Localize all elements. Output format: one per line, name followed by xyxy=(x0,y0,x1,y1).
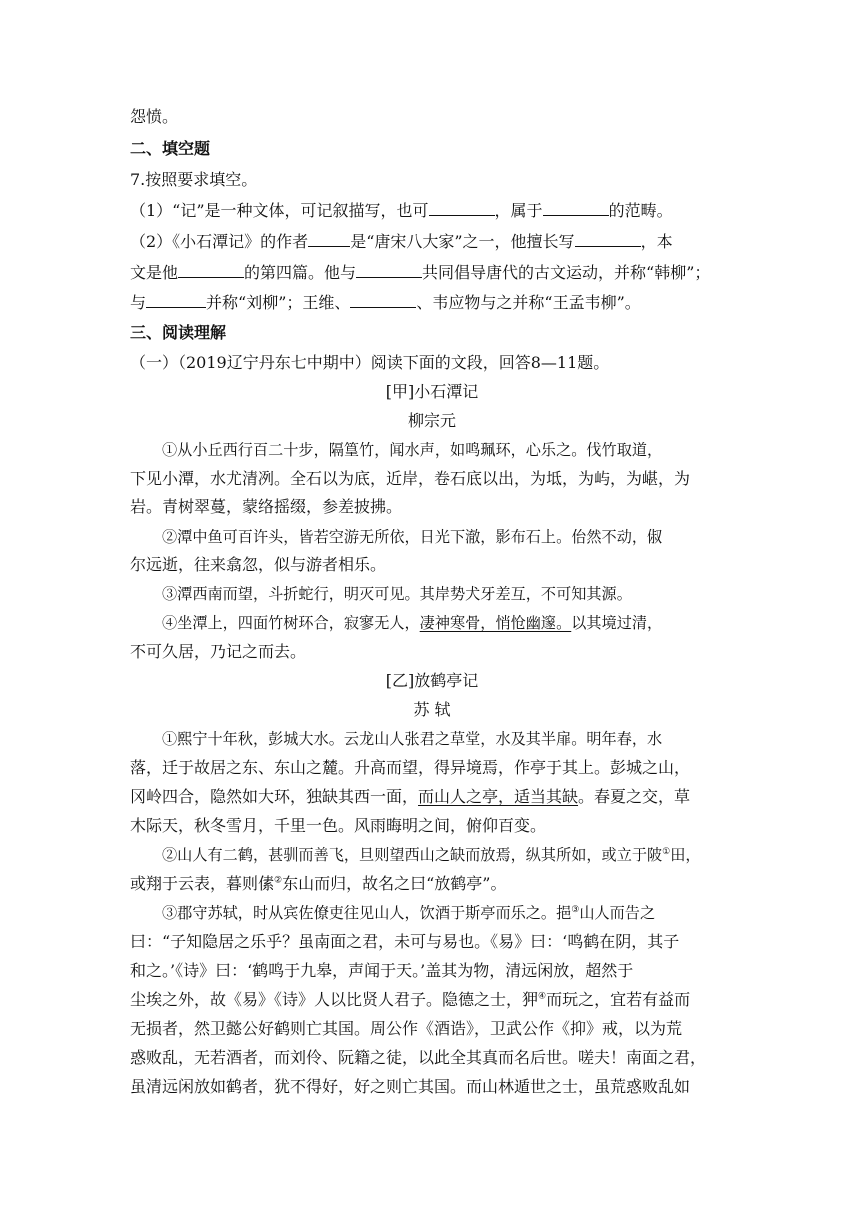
section-heading-fill-blank: 二、填空题 xyxy=(130,139,211,158)
answer-blank[interactable] xyxy=(575,232,641,247)
footnote-marker: ② xyxy=(274,875,283,886)
underlined-phrase: 而山人之亭，适当其缺 xyxy=(418,787,579,806)
passage-author-yi: 苏 轼 xyxy=(413,700,451,719)
answer-blank[interactable] xyxy=(429,201,495,216)
question-7-2-cont: 文是他 的第四篇。他与 共同倡导唐代的古文运动，并称“韩柳”； xyxy=(130,263,711,282)
question-7-2-cont: 与 并称“刘柳”；王维、 、韦应物与之并称“王孟韦柳”。 xyxy=(130,293,641,312)
passage-line: ②潭中鱼可百许头，皆若空游无所依，日光下澈，影布石上。佁然不动，俶 xyxy=(162,528,663,546)
passage-line: 和之。’《诗》曰：‘鹤鸣于九皋，声闻于天。’盖其为物，清远闲放，超然于 xyxy=(130,961,634,980)
passage-line: ①从小丘西行百二十步，隔篁竹，闻水声，如鸣珮环，心乐之。伐竹取道， xyxy=(162,441,663,459)
text-line: 怨愤。 xyxy=(130,107,179,126)
question-7-2: （2）《小石潭记》的作者 是“唐宋八大家”之一，他擅长写 ，本 xyxy=(130,232,673,251)
passage-line: 冈岭四合，隐然如大环，独缺其西一面，而山人之亭，适当其缺。春夏之交，草 xyxy=(130,787,691,806)
passage-line: ④坐潭上，四面竹树环合，寂寥无人，凄神寒骨，悄怆幽邃。以其境过清， xyxy=(162,614,663,632)
question-7-1: （1）“记”是一种文体，可记叙描写，也可 ，属于 的范畴。 xyxy=(130,201,673,220)
answer-blank[interactable] xyxy=(356,263,422,278)
answer-blank[interactable] xyxy=(543,201,609,216)
question-7-title: 7.按照要求填空。 xyxy=(130,170,258,189)
underlined-phrase: 凄神寒骨，悄怆幽邃。 xyxy=(419,614,572,632)
answer-blank[interactable] xyxy=(308,232,350,247)
passage-line: 落，迁于故居之东、东山之麓。升高而望，得异境焉，作亭于其上。彭城之山， xyxy=(130,758,691,777)
passage-author-jia: 柳宗元 xyxy=(407,411,456,430)
passage-line: ③郡守苏轼，时从宾佐僚吏往见山人，饮酒于斯亭而乐之。挹③山人而告之 xyxy=(162,904,656,922)
footnote-marker: ④ xyxy=(538,991,547,1002)
section-heading-reading: 三、阅读理解 xyxy=(130,323,227,342)
passage-line: 尔远逝，往来翕忽，似与游者相乐。 xyxy=(130,555,387,574)
footnote-marker: ③ xyxy=(571,904,580,915)
passage-line: 不可久居，乃记之而去。 xyxy=(130,642,307,661)
passage-line: ②山人有二鹤，甚驯而善飞，旦则望西山之缺而放焉，纵其所如，或立于陂①田， xyxy=(162,846,701,864)
answer-blank[interactable] xyxy=(146,293,206,308)
passage-line: 虽清远闲放如鹤者，犹不得好，好之则亡其国。而山林遁世之士，虽荒惑败乱如 xyxy=(130,1077,691,1096)
passage-line: 曰：“子知隐居之乐乎？虽南面之君，未可与易也。《易》曰：‘鸣鹤在阴，其子 xyxy=(130,932,680,951)
reading-intro: （一）（2019辽宁丹东七中期中）阅读下面的文段，回答8—11题。 xyxy=(130,353,610,372)
passage-line: 木际天，秋冬雪月，千里一色。风雨晦明之间，俯仰百变。 xyxy=(130,816,547,835)
passage-line: ①熙宁十年秋，彭城大水。云龙山人张君之草堂，水及其半扉。明年春，水 xyxy=(162,730,663,748)
passage-title-jia: [甲]小石潭记 xyxy=(385,382,479,401)
answer-blank[interactable] xyxy=(350,293,416,308)
passage-title-yi: [乙]放鹤亭记 xyxy=(385,671,479,690)
passage-line: ③潭西南而望，斗折蛇行，明灭可见。其岸势犬牙差互，不可知其源。 xyxy=(162,585,632,603)
answer-blank[interactable] xyxy=(178,263,244,278)
footnote-marker: ① xyxy=(662,846,671,857)
passage-line: 岩。青树翠蔓，蒙络摇缀，参差披拂。 xyxy=(130,497,403,516)
passage-line: 下见小潭，水尤清冽。全石以为底，近岸，卷石底以出，为坻，为屿，为嵁，为 xyxy=(130,469,691,488)
passage-line: 无损者，然卫懿公好鹤则亡其国。周公作《酒诰》，卫武公作《抑》戒，以为荒 xyxy=(130,1019,683,1038)
passage-line: 惑败乱，无若酒者，而刘伶、阮籍之徒，以此全其真而名后世。嗟夫！南面之君， xyxy=(130,1048,707,1067)
passage-line: 或翔于云表，暮则傃②东山而归，故名之曰“放鹤亭”。 xyxy=(130,874,507,893)
passage-line: 尘埃之外，故《易》《诗》人以比贤人君子。隐德之士，狎④而玩之，宜若有益而 xyxy=(130,990,691,1009)
